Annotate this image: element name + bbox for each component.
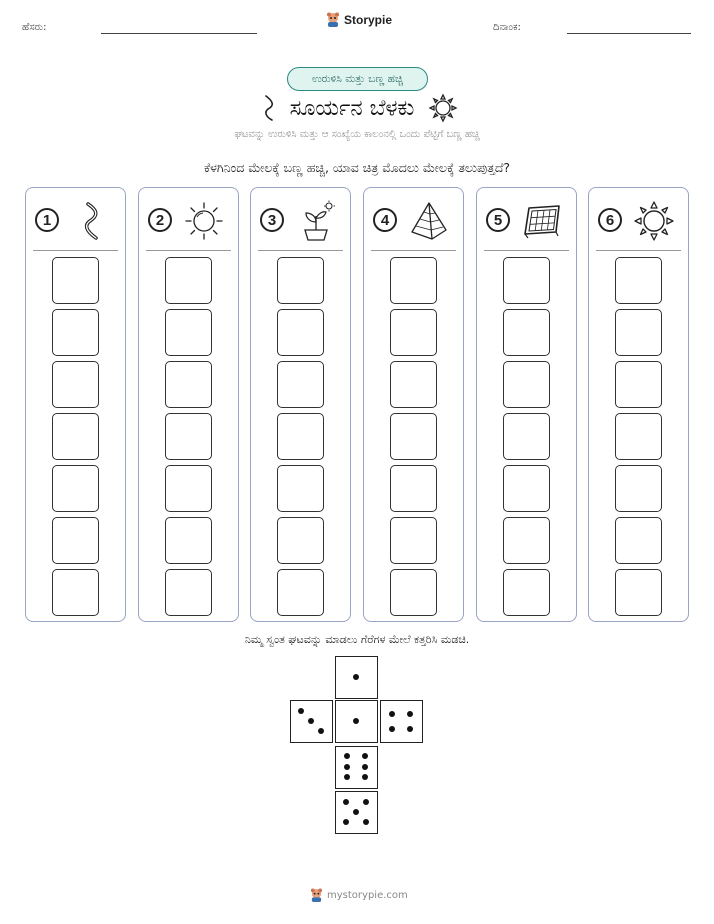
- column-1: [25, 187, 126, 622]
- color-box[interactable]: [503, 465, 550, 512]
- color-box[interactable]: [390, 569, 437, 616]
- column-3: [250, 187, 351, 622]
- question-text: ಕೆಳಗಿನಿಂದ ಮೇಲಕ್ಕೆ ಬಣ್ಣ ಹಚ್ಚಿ, ಯಾವ ಚಿತ್ರ ಮೊದಲು ಮೇಲಕ್ಕೆ ತಲುಪುತ್ತದೆ?: [203, 160, 511, 175]
- color-box[interactable]: [503, 361, 550, 408]
- color-box[interactable]: [277, 257, 324, 304]
- name-line[interactable]: [101, 33, 257, 34]
- color-box[interactable]: [277, 309, 324, 356]
- color-box[interactable]: [503, 569, 550, 616]
- die-face-center: [335, 700, 378, 743]
- color-box[interactable]: [277, 569, 324, 616]
- sun-icon: [428, 93, 458, 123]
- pyramid-icon: [408, 200, 450, 242]
- color-box[interactable]: [165, 257, 212, 304]
- color-box[interactable]: [390, 361, 437, 408]
- color-box[interactable]: [277, 517, 324, 564]
- column-5: [476, 187, 577, 622]
- color-box[interactable]: [615, 413, 662, 460]
- date-label: ದಿನಾಂಕ:: [493, 22, 521, 33]
- color-box[interactable]: [390, 517, 437, 564]
- color-box[interactable]: [615, 465, 662, 512]
- footer: [310, 888, 408, 903]
- column-6: [588, 187, 689, 622]
- column-4: [363, 187, 464, 622]
- color-box[interactable]: [615, 517, 662, 564]
- color-box[interactable]: [277, 361, 324, 408]
- color-box[interactable]: [165, 413, 212, 460]
- color-box[interactable]: [390, 257, 437, 304]
- title-row: [230, 92, 490, 124]
- color-box[interactable]: [390, 465, 437, 512]
- color-box[interactable]: [503, 517, 550, 564]
- die-face-six: [335, 746, 378, 789]
- column-number: 6: [598, 208, 622, 232]
- die-face-one: [335, 656, 378, 699]
- die-net: [290, 656, 426, 836]
- color-box[interactable]: [390, 413, 437, 460]
- color-box[interactable]: [615, 569, 662, 616]
- activity-badge: ಉರುಳಿಸಿ ಮತ್ತು ಬಣ್ಣ ಹಚ್ಚಿ: [287, 67, 428, 91]
- solar-panel-icon: [521, 200, 563, 242]
- color-box[interactable]: [615, 309, 662, 356]
- color-box[interactable]: [615, 257, 662, 304]
- color-box[interactable]: [52, 465, 99, 512]
- sun-icon: [633, 200, 675, 242]
- color-box[interactable]: [503, 257, 550, 304]
- color-box[interactable]: [165, 465, 212, 512]
- column-number: 3: [260, 208, 284, 232]
- wavy-line-icon: [262, 94, 276, 122]
- color-box[interactable]: [52, 413, 99, 460]
- column-2: [138, 187, 239, 622]
- color-box[interactable]: [503, 309, 550, 356]
- color-box[interactable]: [277, 465, 324, 512]
- color-box[interactable]: [165, 517, 212, 564]
- footer-url[interactable]: mystorypie.com: [327, 890, 408, 901]
- color-box[interactable]: [390, 309, 437, 356]
- brand-logo: [326, 12, 392, 28]
- color-box[interactable]: [52, 257, 99, 304]
- page-title: ಸೂರ್ಯನ ಬೆಳಕು: [289, 95, 415, 121]
- column-number: 2: [148, 208, 172, 232]
- date-line[interactable]: [567, 33, 691, 34]
- column-number: 5: [486, 208, 510, 232]
- color-box[interactable]: [52, 569, 99, 616]
- brand-name: Storypie: [344, 13, 393, 27]
- die-face-five: [335, 791, 378, 834]
- color-box[interactable]: [52, 361, 99, 408]
- color-box[interactable]: [615, 361, 662, 408]
- color-box[interactable]: [52, 309, 99, 356]
- color-box[interactable]: [165, 361, 212, 408]
- die-face-four: [380, 700, 423, 743]
- wavy-line-icon: [70, 200, 112, 242]
- column-number: 1: [35, 208, 59, 232]
- storypie-logo-icon: [310, 888, 323, 903]
- name-label: ಹೆಸರು:: [22, 22, 47, 33]
- die-face-three: [290, 700, 333, 743]
- sprouting-plant-icon: [295, 200, 337, 242]
- storypie-logo-icon: [326, 12, 340, 28]
- instructions-subtitle: ಘಟವನ್ನು ಉರುಳಿಸಿ ಮತ್ತು ಆ ಸಂಖ್ಯೆಯ ಕಾಲಂನಲ್ಲಿ ಒಂದು ಪೆಟ್ಟಿಗೆ ಬಣ್ಣ ಹಚ್ಚಿ: [234, 129, 480, 140]
- color-box[interactable]: [503, 413, 550, 460]
- color-box[interactable]: [165, 309, 212, 356]
- color-box[interactable]: [52, 517, 99, 564]
- color-box[interactable]: [277, 413, 324, 460]
- color-box[interactable]: [165, 569, 212, 616]
- column-number: 4: [373, 208, 397, 232]
- sun-rays-icon: [183, 200, 225, 242]
- die-instructions: ನಿಮ್ಮ ಸ್ವಂತ ಘಟವನ್ನು ಮಾಡಲು ಗೆರೆಗಳ ಮೇಲೆ ಕತ್ತರಿಸಿ ಮಡಚಿ.: [244, 633, 470, 646]
